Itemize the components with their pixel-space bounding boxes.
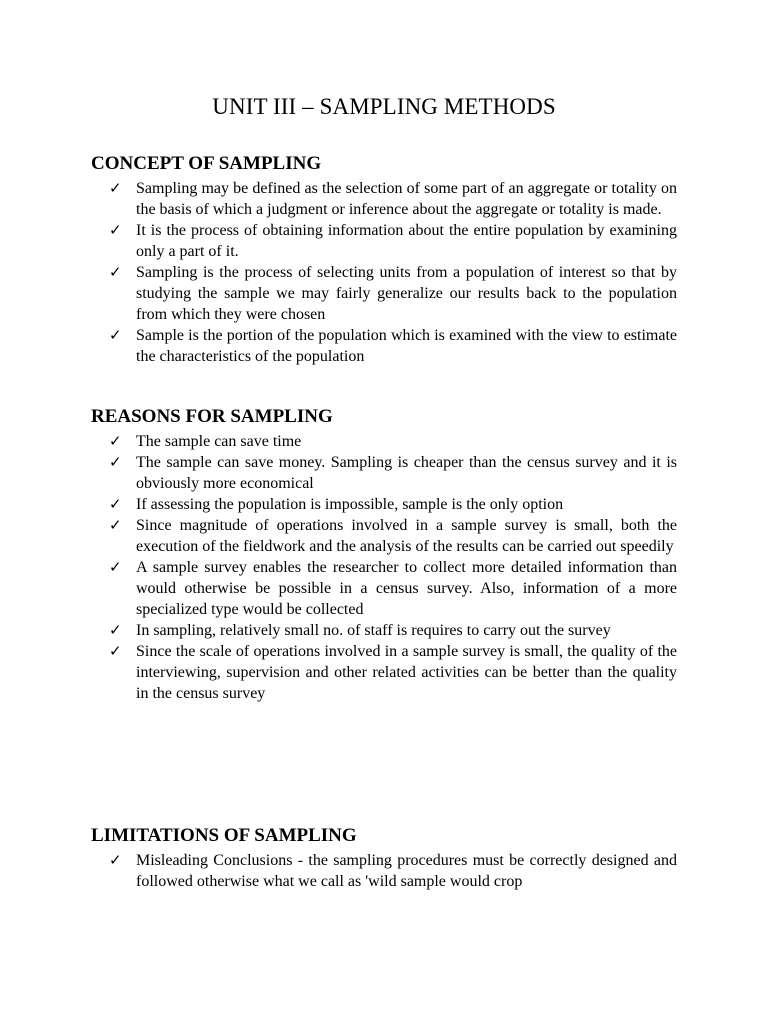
list-item-text: A sample survey enables the researcher to collect more detailed information than would otherwise be possible in a census survey. Also, information of a more specialized type would be collected bbox=[136, 559, 677, 618]
list-item-text: It is the process of obtaining information about the entire population by examining only a part of it. bbox=[136, 222, 677, 260]
list-item bbox=[109, 515, 677, 557]
list-item bbox=[109, 178, 677, 220]
list-item bbox=[109, 262, 677, 325]
list-item-text: The sample can save time bbox=[136, 433, 302, 450]
checkmark-icon: ✓ bbox=[109, 642, 122, 660]
list-item bbox=[109, 431, 677, 452]
checkmark-icon: ✓ bbox=[109, 326, 122, 344]
checkmark-icon: ✓ bbox=[109, 221, 122, 239]
list-item-text: If assessing the population is impossible, sample is the only option bbox=[136, 496, 564, 513]
section-heading-reasons: REASONS FOR SAMPLING bbox=[91, 406, 333, 427]
checkmark-icon: ✓ bbox=[109, 516, 122, 534]
checkmark-icon: ✓ bbox=[109, 558, 122, 576]
list-item-text: The sample can save money. Sampling is cheaper than the census survey and it is obviously more economical bbox=[136, 454, 677, 492]
list-item bbox=[109, 850, 677, 892]
list-item-text: In sampling, relatively small no. of staff is requires to carry out the survey bbox=[136, 622, 611, 639]
checkmark-icon: ✓ bbox=[109, 179, 122, 197]
checkmark-icon: ✓ bbox=[109, 453, 122, 471]
limitations-list bbox=[109, 850, 677, 892]
list-item-text: Sampling may be defined as the selection of some part of an aggregate or totality on the basis of which a judgment or inference about the aggregate or totality is made. bbox=[136, 180, 677, 218]
checkmark-icon: ✓ bbox=[109, 432, 122, 450]
checkmark-icon: ✓ bbox=[109, 851, 122, 869]
checkmark-icon: ✓ bbox=[109, 621, 122, 639]
checkmark-icon: ✓ bbox=[109, 495, 122, 513]
list-item bbox=[109, 220, 677, 262]
list-item-text: Since magnitude of operations involved in a sample survey is small, both the execution of the fieldwork and the analysis of the results can be carried out speedily bbox=[136, 517, 677, 555]
list-item bbox=[109, 620, 677, 641]
page-title: UNIT III – SAMPLING METHODS bbox=[212, 94, 556, 119]
list-item bbox=[109, 557, 677, 620]
list-item-text: Sample is the portion of the population which is examined with the view to estimate the characteristics of the population bbox=[136, 327, 677, 365]
list-item bbox=[109, 494, 677, 515]
reasons-list bbox=[109, 431, 677, 704]
section-heading-limitations: LIMITATIONS OF SAMPLING bbox=[91, 825, 357, 846]
list-item bbox=[109, 452, 677, 494]
concept-list bbox=[109, 178, 677, 367]
list-item bbox=[109, 641, 677, 704]
list-item bbox=[109, 325, 677, 367]
checkmark-icon: ✓ bbox=[109, 263, 122, 281]
list-item-text: Sampling is the process of selecting units from a population of interest so that by studying the sample we may fairly generalize our results back to the population from which they were chosen bbox=[136, 264, 677, 323]
section-heading-concept: CONCEPT OF SAMPLING bbox=[91, 153, 322, 174]
list-item-text: Misleading Conclusions - the sampling procedures must be correctly designed and followed otherwise what we call as 'wild sample would crop bbox=[136, 852, 677, 890]
list-item-text: Since the scale of operations involved in a sample survey is small, the quality of the interviewing, supervision and other related activities can be better than the quality in the census survey bbox=[136, 643, 677, 702]
